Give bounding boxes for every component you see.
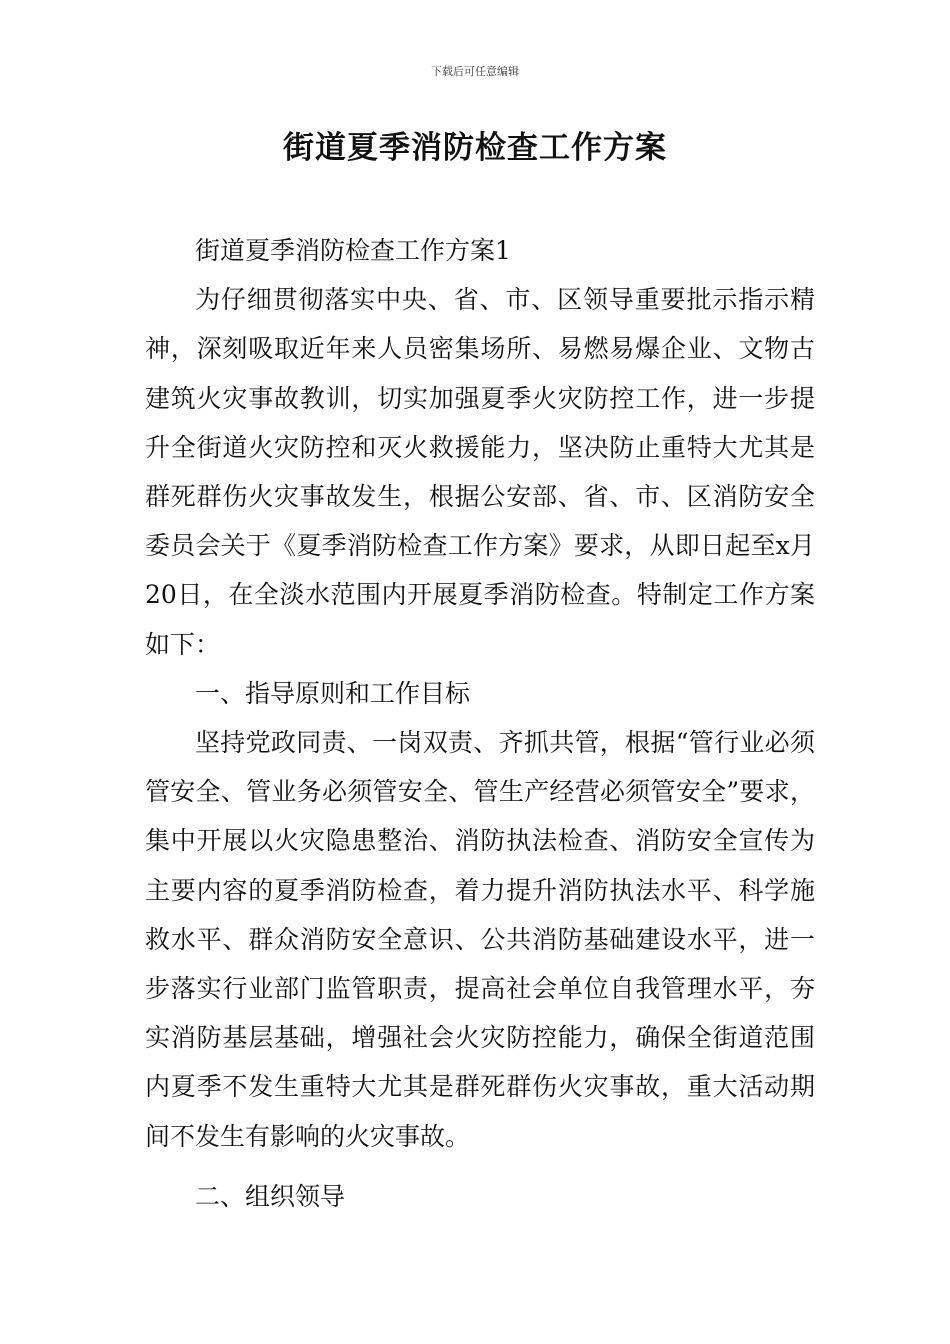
header-note: 下载后可任意编辑 (431, 65, 519, 78)
section-heading-2: 二、组织领导 (195, 1181, 346, 1211)
paragraph-intro: 为仔细贯彻落实中央、省、市、区领导重要批示指示精神，深刻吸取近年来人员密集场所、易燃易爆企业、文物古建筑火灾事故教训，切实加强夏季火灾防控工作，进一步提升全街道火灾防控和灭火救援能力，坚决防止重特大尤其是群死群伤火灾事故发生，根据公安部、省、市、区消防安全委员会关于《夏季消防检查工作方案》要求，从即日起至x月20日，在全淡水范围内开展夏季消防检查。特制定工作方案如下： (145, 285, 815, 659)
document-body (145, 226, 815, 1221)
document-title: 街道夏季消防检查工作方案 (283, 130, 667, 166)
section-heading-1: 一、指导原则和工作目标 (195, 678, 471, 708)
document-subtitle: 街道夏季消防检查工作方案1 (195, 236, 511, 265)
paragraph-principles: 坚持党政同责、一岗双责、齐抓共管，根据“管行业必须管安全、管业务必须管安全、管生产经营必须管安全”要求，集中开展以火灾隐患整治、消防执法检查、消防安全宣传为主要内容的夏季消防检查，着力提升消防执法水平、科学施救水平、群众消防安全意识、公共消防基础建设水平，进一步落实行业部门监管职责，提高社会单位自我管理水平，夯实消防基层基础，增强社会火灾防控能力，确保全街道范围内夏季不发生重特大尤其是群死群伤火灾事故，重大活动期间不发生有影响的火灾事故。 (145, 728, 815, 1151)
